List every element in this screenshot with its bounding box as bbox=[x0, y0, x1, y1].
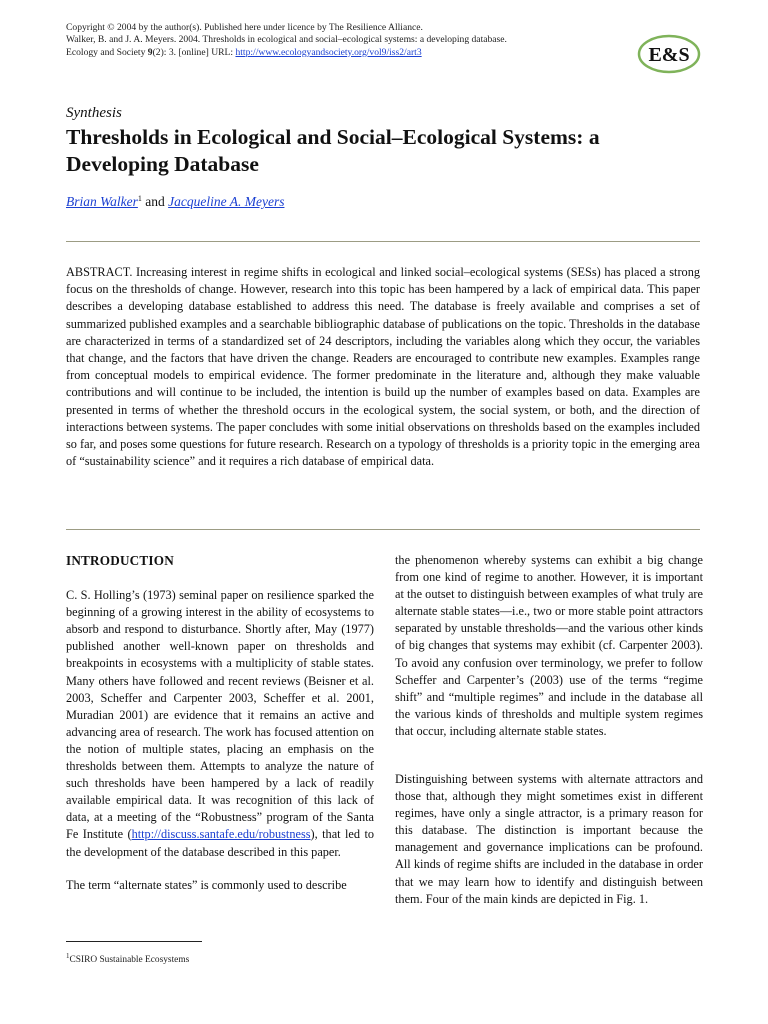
logo-text: E&S bbox=[648, 44, 690, 66]
author-affiliation-mark: 1 bbox=[137, 194, 142, 203]
intro-paragraph-2: The term “alternate states” is commonly used to describe bbox=[66, 877, 347, 892]
author-link-walker[interactable]: Brian Walker bbox=[66, 194, 138, 209]
left-column bbox=[66, 552, 374, 910]
abstract: ABSTRACT. Increasing interest in regime shifts in ecological and linked social–ecological systems (SESs) has placed a strong focus on the thresholds of change. However, research into this topic has been hampered by a lack of empirical data. This paper describes a developing database established to address this need. The database is freely available and comprises a set of summarized published examples and a searchable bibliographic database of publications on the topic. Thresholds in the database are characterized in terms of a standardized set of 24 descriptors, including the variables along which they occur, the variables that change, and the factors that have driven the change. Readers are encouraged to contribute new examples. Examples range from conceptual models to empirical evidence. The former predominate in the literature and, although they make valuable contributions and will continue to be included, the intention is build up the number of examples based on data. Examples are presented in terms of whether the threshold occurs in the ecological system, the social system, or both, and the direction of interactions between systems. The paper concludes with some initial observations on thresholds based on the examples included so far, and poses some questions for future research. Research on a typology of thresholds is a priority topic in the emerging area of “sustainability science” and it requires a rich database of empirical data. bbox=[66, 265, 700, 469]
footnote-divider bbox=[66, 941, 202, 942]
intro-paragraph-1-end: ), that led to the development of the database described in this paper. bbox=[66, 827, 375, 859]
intro-paragraph-1-text: C. S. Holling’s (1973) seminal paper on resilience sparked the beginning of a growing interest in the ability of ecosystems to absorb and respond to disturbance. Shortly after, May (1977) published another well-known paper on thresholds and breakpoints in ecosystems with a multiplicity of stable states. Many others have followed and recent reviews (Beisner et al. 2003, Scheffer and Carpenter 2003, Scheffer et al. 2001, Muradian 2001) are evidence that it remains an active and advancing area of research. The work has focused attention on the notion of multiple states, placing an emphasis on the thresholds between them. Attempts to analyze the nature of such thresholds have been hampered by a lack of readily available empirical data. It was recognition of this lack of data, at a meeting of the “Robustness” program of the Santa Fe Institute ( bbox=[66, 588, 374, 842]
author-link-meyers[interactable]: Jacqueline A. Meyers bbox=[168, 194, 285, 209]
header-divider bbox=[66, 241, 700, 242]
right-paragraph-2: Distinguishing between systems with alternate attractors and those that, although they might sometimes exist in different regimes, have only a single attractor, is a primary reason for this database. The distinction is important because the management and governance implications can be profound. All kinds of regime shifts are included in the database in order that we may learn how to identify and distinguish between them. Four of the main kinds are depicted in Fig. 1. bbox=[395, 772, 703, 906]
copyright-line: Copyright © 2004 by the author(s). Published here under licence by The Resilience Alliance. bbox=[66, 22, 423, 33]
citation-volume: 9 bbox=[147, 46, 153, 58]
intro-paragraph-1 bbox=[66, 587, 374, 861]
footnote-mark: 1 bbox=[66, 952, 70, 960]
introduction-heading: INTRODUCTION bbox=[66, 553, 174, 568]
journal-logo-icon bbox=[636, 33, 702, 75]
citation-issue: (2): 3. [online] URL: bbox=[152, 46, 236, 58]
santafe-link[interactable]: http://discuss.santafe.edu/robustness bbox=[131, 827, 311, 842]
section-label: Synthesis bbox=[66, 105, 122, 121]
right-column bbox=[395, 552, 703, 756]
author-line bbox=[66, 194, 284, 210]
right-paragraph-1: the phenomenon whereby systems can exhibit a big change from one kind of regime to another. However, it is important at the outset to distinguish between examples of what truly are alternate stable states—i.e., two or more stable point attractors separated by unstable thresholds—and the various other kinds of big changes that systems may exhibit (cf. Carpenter 2003). To avoid any confusion over terminology, we prefer to follow Scheffer and Carpenter’s (2003) use of the terms “regime shift” and “multiple regimes” and include in the database all the various kinds of thresholds and multiple system regimes that occur, including alternate stable states. bbox=[395, 553, 703, 738]
copyright-citation-block bbox=[66, 22, 536, 59]
right-column-lower bbox=[395, 771, 703, 924]
article-title: Thresholds in Ecological and Social–Ecological Systems: a Developing Database bbox=[66, 125, 600, 176]
footnote bbox=[66, 952, 189, 965]
article-url-link[interactable]: http://www.ecologyandsociety.org/vol9/iss2/art3 bbox=[235, 46, 422, 58]
citation-text: Walker, B. and J. A. Meyers. 2004. Thresholds in ecological and social–ecological systems: a developing database. Ecology and Society bbox=[66, 34, 507, 58]
citation-line bbox=[66, 34, 536, 59]
footnote-text: CSIRO Sustainable Ecosystems bbox=[69, 955, 190, 965]
journal-logo bbox=[636, 33, 702, 75]
authors-joiner: and bbox=[141, 194, 169, 209]
abstract-divider bbox=[66, 529, 700, 530]
